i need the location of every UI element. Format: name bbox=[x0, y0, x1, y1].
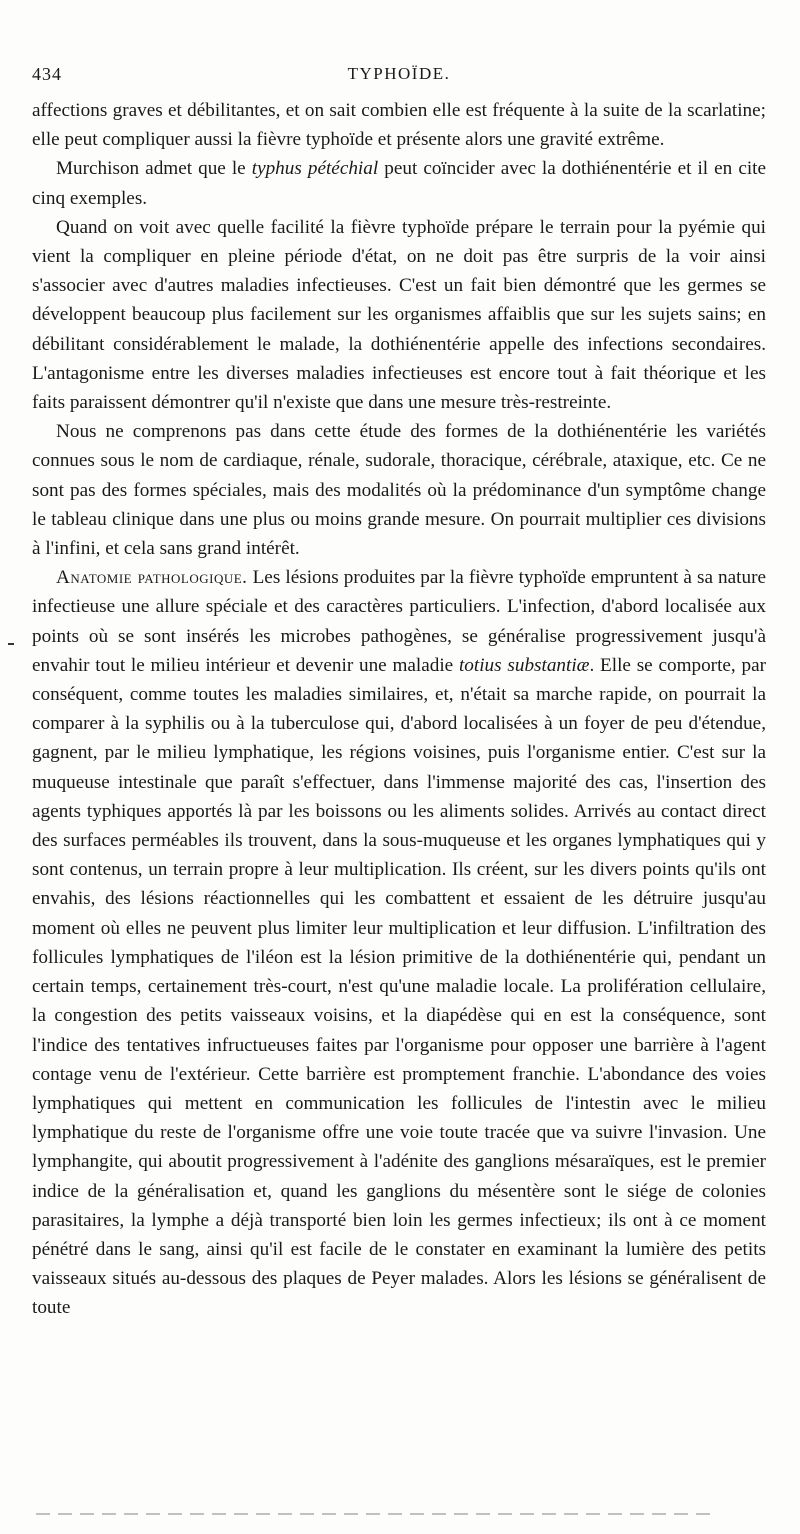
page-number: 434 bbox=[32, 64, 62, 84]
page-header bbox=[32, 62, 766, 96]
paragraph-anatomie bbox=[32, 563, 766, 1322]
emphasis-typhus: typhus pétéchial bbox=[251, 158, 379, 180]
paragraph-pyemie: Quand on voit avec quelle facilité la fièvre typhoïde prépare le terrain pour la pyémie qui vient la compliquer en pleine période d'état, on ne doit pas être surpris de la voir ainsi s'associer avec d'autres maladies infectieuses. C'est un fait bien démontré que les germes se développent beaucoup plus facilement sur les organismes affaiblis que sur les sujets sains; en débilitant considérablement le malade, la dothiénentérie appelle des infections secondaires. L'antagonisme entre les diverses maladies infectieuses est encore tout à fait théorique et les faits paraissent démontrer qu'il n'existe que dans une mesure très-restreinte. bbox=[32, 216, 766, 414]
text-run: Les lésions produites par la fièvre typhoïde empruntent à sa nature infectieuse une allure spéciale et des caractères particuliers. L'infection, d'abord localisée aux points où se sont insérés les microbes pathogènes, se généralise progressivement jusqu'à envahir tout le milieu intérieur et devenir une maladie bbox=[32, 567, 766, 676]
text-run: . Elle se comporte, par conséquent, comme toutes les maladies similaires, et, n'était sa marche rapide, on pourrait la comparer à la syphilis ou à la tuberculose qui, d'abord localisées à un foyer de peu d'étendue, gagnent, par le milieu lymphatique, les régions voisines, puis l'organisme entier. C'est sur la muqueuse intestinale que paraît s'effectuer, dans l'immense majorité des cas, l'insertion des agents typhiques apportés là par les boissons ou les aliments solides. Arrivés au contact direct des surfaces perméables ils trouvent, dans la sous-muqueuse et les organes lymphatiques qui y sont contenus, un terrain propre à leur multiplication. Ils créent, sur les divers points qu'ils ont envahis, des lésions réactionnelles qui les combattent et essaient de les détruire jusqu'au moment où elles ne peuvent plus limiter leur multiplication et leur diffusion. L'infiltration des follicules lymphatiques de l'iléon est la lésion primitive de la dothiénentérie qui, pendant un certain temps, certainement très-court, n'est qu'une maladie locale. La prolifération cellulaire, la congestion des petits vaisseaux voisins, et la diapédèse qui en est la conséquence, sont l'indice des tentatives infructueuses faites par l'organisme pour opposer une barrière à l'agent contage venu de l'extérieur. Cette barrière est promptement franchie. L'abondance des voies lymphatiques qui mettent en communication les follicules de l'intestin avec le milieu lymphatique du reste de l'organisme offre une voie toute tracée que va suivre l'invasion. Une lymphangite, qui aboutit progressivement à l'adénite des ganglions mésaraïques, est le premier indice de la généralisation et, quand les ganglions du mésentère sont le siége de colonies parasitaires, la lymphe a déjà transporté bien loin les germes infectieux; ils ont à ce moment pénétré dans le sang, ainsi qu'il est facile de le constater en examinant la lumière des petits vaisseaux situés au-dessous des plaques de Peyer malades. Alors les lésions se généralisent de toute bbox=[32, 654, 766, 1319]
body-text bbox=[32, 96, 766, 1323]
paragraph-formes: Nous ne comprenons pas dans cette étude des formes de la dothiénentérie les variétés connues sous le nom de cardiaque, rénale, sudorale, thoracique, cérébrale, ataxique, etc. Ce ne sont pas des formes spéciales, mais des modalités où la prédominance d'un symptôme change le tableau clinique dans une plus ou moins grande mesure. On pourrait multiplier ces divisions à l'infini, et cela sans grand intérêt. bbox=[32, 421, 766, 560]
margin-mark bbox=[8, 643, 14, 645]
paragraph-murchison bbox=[32, 154, 766, 212]
section-heading: Anatomie pathologique. bbox=[56, 567, 248, 589]
paragraph-continuation: affections graves et débilitantes, et on sait combien elle est fréquente à la suite de la scarlatine; elle peut compliquer aussi la fièvre typhoïde et présente alors une gravité extrême. bbox=[32, 100, 766, 151]
emphasis-totius: totius substantiæ bbox=[458, 654, 590, 676]
footer-rule bbox=[36, 1513, 716, 1515]
running-title: TYPHOÏDE. bbox=[347, 64, 451, 83]
text-run: Murchison admet que le bbox=[56, 158, 252, 180]
text-run: peut coïncider avec la dothiénentérie et il en cite cinq exemples. bbox=[32, 158, 767, 209]
book-page bbox=[32, 62, 766, 1323]
